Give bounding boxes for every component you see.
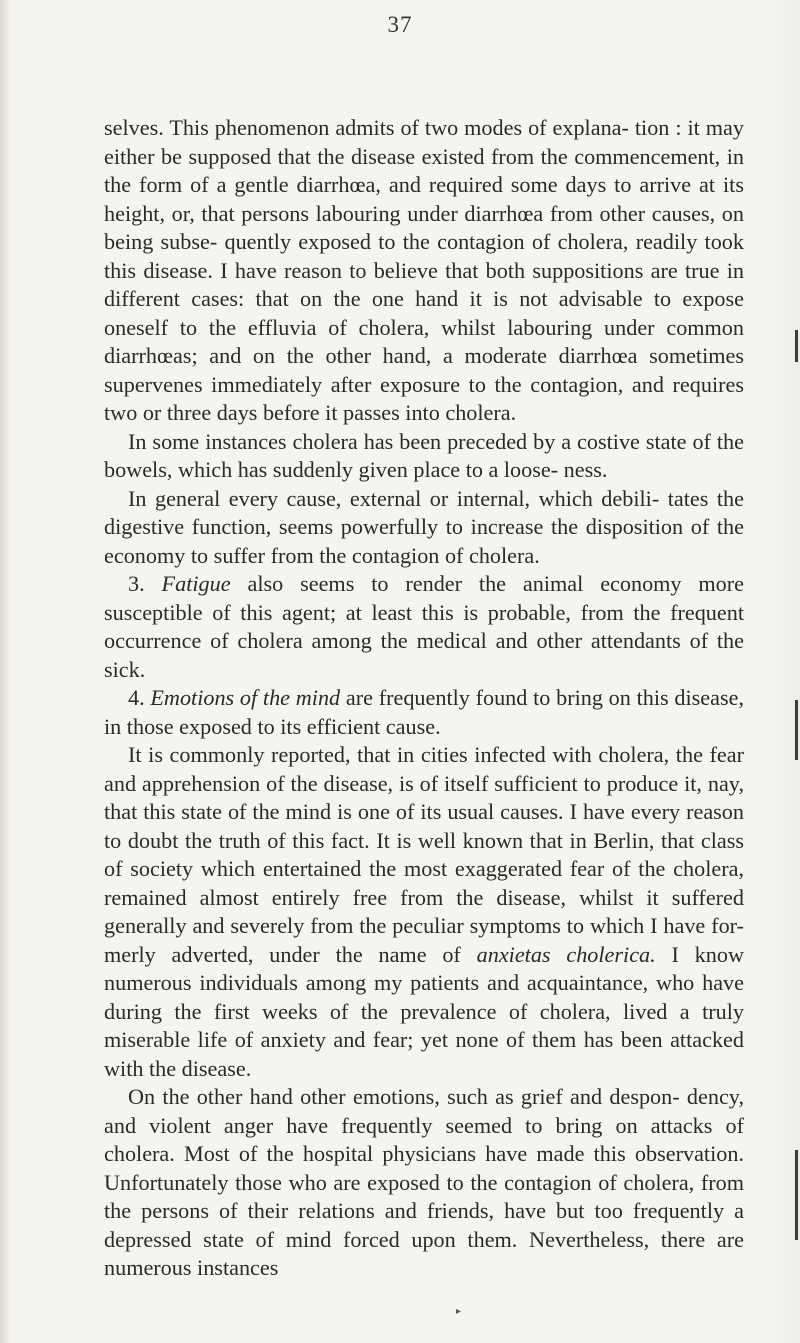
- paragraph-other-emotions: On the other hand other emotions, such as grief and despon- dency, and violent anger have frequently seemed to bring on attacks of cholera. Most of the hospital physicians have made this observation. Unfortunately those who are exposed to the contagion of cholera, from the persons of their relations and friends, have but too frequently a depressed state of mind forced upon them. Nevertheless, there are numerous instances: [104, 1084, 744, 1280]
- item-term-emotions: Emotions of the mind: [150, 685, 341, 710]
- paragraph-fatigue: [104, 570, 744, 684]
- paragraph-explanation: selves. This phenomenon admits of two modes of explana- tion : it may either be supposed that the disease existed from the commencement, in the form of a gentle diarrhœa, and required some days to arrive at its height, or, that persons labouring under diarrhœa from other causes, on being subse- quently exposed to the contagion of cholera, readily took this disease. I have reason to believe that both suppositions are true in different cases: that on the one hand it is not advisable to expose oneself to the effluvia of cholera, whilst labouring under common diarrhœas; and on the other hand, a moderate diarrhœa sometimes supervenes immediately after exposure to the contagion, and requires two or three days before it passes into cholera.: [104, 115, 744, 425]
- page-number: 37: [387, 12, 413, 37]
- item-term-fatigue: Fatigue: [161, 571, 231, 596]
- item-text: also seems to render the animal economy more susceptible of this agent; at least this is probable, from the frequent occurrence of cholera among the medical and other attendants of the sick.: [104, 571, 745, 682]
- item-text: are frequently found to bring on this disease, in those exposed to its efficient cause.: [104, 685, 744, 739]
- item-number: 3.: [128, 571, 145, 596]
- page-edge-mark: [795, 330, 798, 362]
- item-number: 4.: [128, 685, 145, 710]
- page-edge-mark: [795, 700, 798, 760]
- ink-speck: ▸: [456, 1306, 462, 1317]
- paragraph-fear: [104, 741, 744, 1083]
- body-text: [104, 114, 744, 1283]
- paragraph-digestive: In general every cause, external or internal, which debili- tates the digestive function, seems powerfully to increase the disposition of the economy to suffer from the contagion of cholera.: [104, 485, 744, 568]
- page-gutter-shadow: [0, 0, 10, 1343]
- paragraph-text: It is commonly reported, that in cities infected with cholera, the fear and apprehension of the disease, is of itself sufficient to produce it, nay, that this state of the mind is one of its usual causes. I have every reason to doubt the truth of this fact. It is well known that in Berlin, that class of society which entertained the most exaggerated fear of the cholera, remained almost entirely free from the disease, whilst it suffered generally and severely from the peculiar symptoms to which I have for- merly adverted, under the name of: [104, 742, 744, 967]
- page-edge-mark: [795, 1150, 798, 1240]
- paragraph-text: I know numerous individuals among my patients and acquaintance, who have during the first weeks of the prevalence of cholera, lived a truly miserable life of anxiety and fear; yet none of them has been attacked with the disease.: [104, 941, 744, 1081]
- term-anxietas-cholerica: anxietas cholerica.: [476, 941, 656, 967]
- paragraph-emotions: [104, 684, 744, 741]
- paragraph-costive: In some instances cholera has been preceded by a costive state of the bowels, which has suddenly given place to a loose- ness.: [104, 428, 744, 482]
